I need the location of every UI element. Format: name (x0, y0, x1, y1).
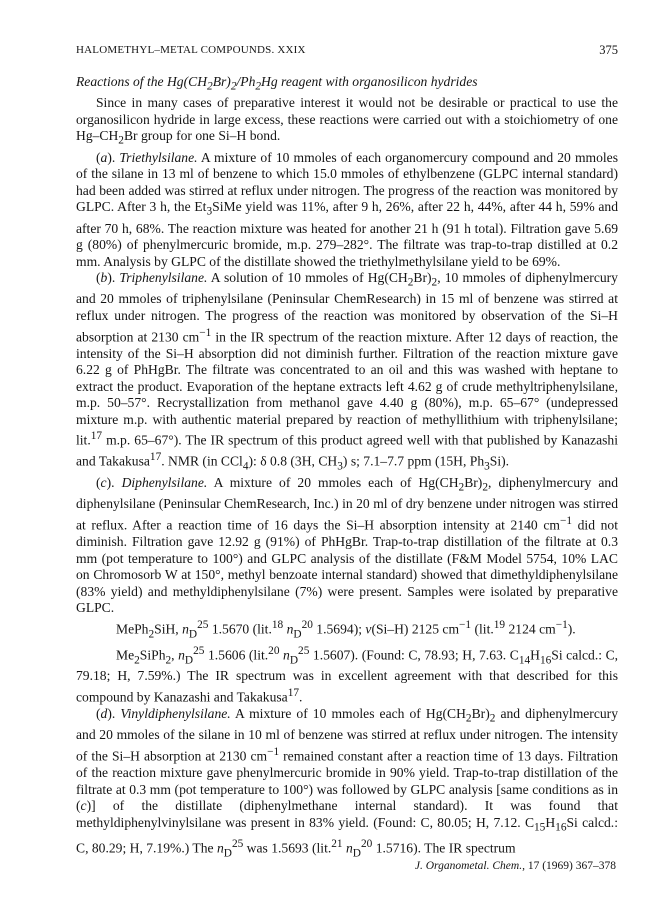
section-heading: Reactions of the $Hg(CH_2Br)_2/Ph_2Hg$ reagent with organosilicon hydrides (76, 74, 478, 93)
journal-footer (415, 860, 616, 872)
methyldiphenylsilane-data: MePh$_2$SiH, $n_D^{25}$ 1.5670 (lit.$^{18}$ $n_D^{20}$ 1.5694); ν(Si–H) 2125 $cm^{-1}$ (lit.$^{19}$ 2124 $cm^{-1}$). (116, 618, 576, 641)
triethylsilane-paragraph: (a). Triethylsilane. A mixture of 10 mmoles of each organomercury compound and 20 mmoles of the silane in 13 ml of benzene to which 15.0 mmoles of ethylbenzene (GLPC internal standard) had been added was stirred at reflux under nitrogen. The progress of the reaction was monitored by GLPC. After 3 h, the $Et_3SiMe$ yield was 11%, after 9 h, 26%, after 22 h, 44%, after 44 h, 59% and after 70 h, 68%. The reaction mixture was heated for another 21 h (91 h total). Filtration gave 5.69 g (80%) of phenylmercuric bromide, m.p. 279–282°. The filtrate was trap-to-trap distilled at 0.2 mm. Analysis by GLPC of the distillate showed the triethylmethylsilane yield to be 69%. (76, 149, 619, 269)
intro-paragraph: Since in many cases of preparative interest it would not be desirable or practical to use the organosilicon hydride in large excess, these reactions were carried out with a stoichiometry of one $Hg-CH_2Br$ group for one Si–H bond. (76, 95, 618, 148)
journal-citation: 17 (1969) 367–378 (527, 860, 616, 872)
running-head: HALOMETHYL–METAL COMPOUNDS. XXIX (76, 44, 306, 56)
triphenylsilane-paragraph: (b). Triphenylsilane. A solution of 10 mmoles of $Hg(CH_2Br)_2$, 10 mmoles of diphenylmercury and 20 mmoles of triphenylsilane (Peninsular ChemResearch) in 15 ml of benzene was stirred at reflux under nitrogen. The progress of the reaction was monitored by observation of the Si–H absorption at 2130 $cm^{-1}$ in the IR spectrum of the reaction mixture. After 12 days of reaction, the intensity of the Si–H absorption did not diminish further. Filtration of the reaction mixture gave 6.22 g of PhHgBr. The filtrate was concentrated to an oil and this was washed with heptane to extract the product. Evaporation of the heptane extracts left 4.62 g of crude methyltriphenylsilane, m.p. 50–57°. Recrystallization from methanol gave 4.40 g (80%), m.p. 65–67° (undepressed mixture m.p. with authentic material prepared by reaction of methyllithium with triphenylsilane; lit.$^{17}$ m.p. 65–67°). The IR spectrum of this product agreed well with that published by Kanazashi and Takakusa$^{17}$. NMR (in CCl$_4$): δ 0.8 (3H, $CH_3$) s; 7.1–7.7 ppm (15H, $Ph_3Si$). (76, 270, 618, 473)
page-header (76, 44, 618, 62)
article-body (76, 74, 618, 862)
dimethyldiphenylsilane-data: $Me_2SiPh_2$, $n_D^{25}$ 1.5606 (lit.$^{20}$ $n_D^{25}$ 1.5607). (Found: C, 78.93; H, 7.63. $C_{14}H_{16}Si$ calcd.: C, 79.18; H, 7.59%.) The IR spectrum was in excellent agreement with that described for this compound by Kanazashi and Takakusa$^{17}$. (76, 644, 619, 705)
vinyldiphenylsilane-paragraph: (d). Vinyldiphenylsilane. A mixture of 10 mmoles each of $Hg(CH_2Br)_2$ and diphenylmercury and 20 mmoles of the silane in 10 ml of benzene was stirred at reflux under nitrogen. The intensity of the Si–H absorption at 2130 $cm^{-1}$ remained constant after a reaction time of 13 days. Filtration of the reaction mixture gave phenylmercuric bromide in 90% yield. Trap-to-trap distillation of the filtrate at 0.3 mm (pot temperature to 100°) was followed by GLPC analysis [same conditions as in (c)] of the distillate (diphenylmethane internal standard). It was found that methyldiphenylvinylsilane was present in 83% yield. (Found: C, 80.05; H, 7.12. $C_{15}H_{16}Si$ calcd.: C, 80.29; H, 7.19%.) The $n_D^{25}$ was 1.5693 (lit.$^{21}$ $n_D^{20}$ 1.5716). The IR spectrum (76, 706, 618, 860)
diphenylsilane-paragraph: (c). Diphenylsilane. A mixture of 20 mmoles each of $Hg(CH_2Br)_2$, diphenylmercury and diphenylsilane (Peninsular ChemResearch, Inc.) in 20 ml of dry benzene under nitrogen was stirred at reflux. After a reaction time of 16 days the Si–H absorption intensity at 2140 $cm^{-1}$ did not diminish. Filtration gave 12.92 g (91%) of PhHgBr. Trap-to-trap distillation of the filtrate at 0.3 mm (pot temperature to 100°) and GLPC analysis of the distillate (F&M Model 5754, 10% LAC on Chromosorb W at 150°, methyl benzoate internal standard) showed that dimethyldiphenylsilane (83% yield) and methyldiphenylsilane (7%) were present. Samples were isolated by preparative GLPC. (76, 475, 618, 616)
journal-name: J. Organometal. Chem., (414, 860, 525, 872)
page-number: 375 (599, 43, 618, 57)
